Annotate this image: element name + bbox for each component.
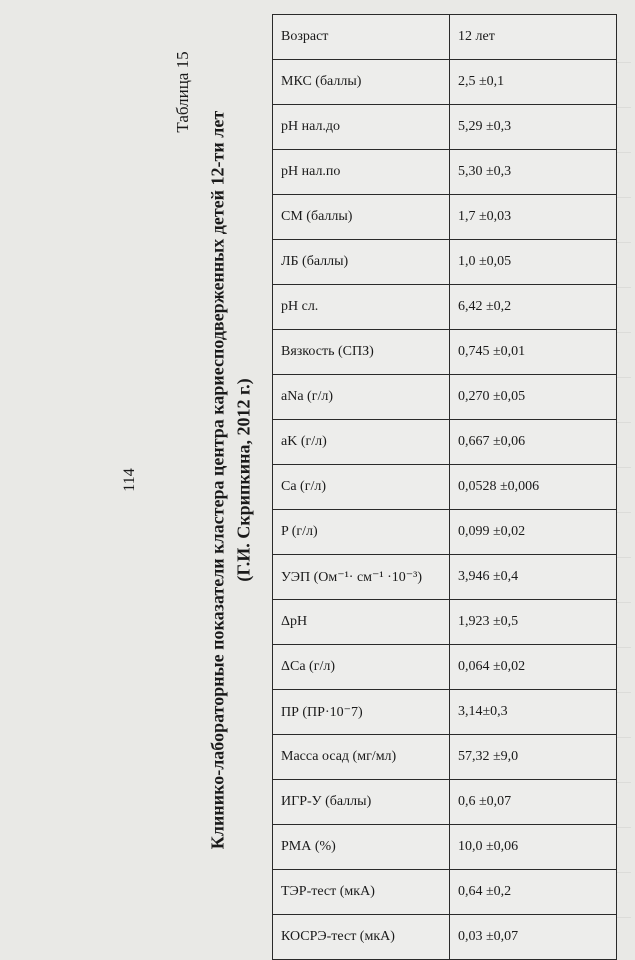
indicators-table xyxy=(272,14,617,960)
table-row xyxy=(273,735,617,780)
table-row xyxy=(273,375,617,420)
table-header-row xyxy=(273,15,617,60)
table-row xyxy=(273,60,617,105)
value-cell: 1,0 ±0,05 xyxy=(450,240,617,285)
value-cell: 0,099 ±0,02 xyxy=(450,510,617,555)
parameter-cell: pH сл. xyxy=(273,285,450,330)
table-row xyxy=(273,420,617,465)
parameter-cell: КОСРЭ-тест (мкА) xyxy=(273,915,450,960)
value-cell: 0,64 ±0,2 xyxy=(450,870,617,915)
value-cell: 57,32 ±9,0 xyxy=(450,735,617,780)
parameter-cell: Масса осад (мг/мл) xyxy=(273,735,450,780)
table-row xyxy=(273,105,617,150)
table-row xyxy=(273,645,617,690)
parameter-cell: ИГР-У (баллы) xyxy=(273,780,450,825)
value-cell: 0,064 ±0,02 xyxy=(450,645,617,690)
value-cell: 0,745 ±0,01 xyxy=(450,330,617,375)
table-row xyxy=(273,555,617,600)
table-row xyxy=(273,150,617,195)
table-row xyxy=(273,915,617,960)
parameter-cell: ПР (ПР·10⁻7) xyxy=(273,690,450,735)
value-cell: 10,0 ±0,06 xyxy=(450,825,617,870)
value-cell: 6,42 ±0,2 xyxy=(450,285,617,330)
parameter-cell: pH нал.по xyxy=(273,150,450,195)
parameter-cell: МКС (баллы) xyxy=(273,60,450,105)
table-label: Таблица 15 xyxy=(173,51,192,133)
page-number: 114 xyxy=(121,468,138,492)
value-cell: 5,29 ±0,3 xyxy=(450,105,617,150)
value-cell: 3,946 ±0,4 xyxy=(450,555,617,600)
value-cell: 1,923 ±0,5 xyxy=(450,600,617,645)
parameter-cell: ΔCa (г/л) xyxy=(273,645,450,690)
table-row xyxy=(273,780,617,825)
parameter-cell: УЭП (Ом⁻¹· см⁻¹ ·10⁻³) xyxy=(273,555,450,600)
value-cell: 3,14±0,3 xyxy=(450,690,617,735)
value-cell: 1,7 ±0,03 xyxy=(450,195,617,240)
parameter-cell: Ca (г/л) xyxy=(273,465,450,510)
parameter-cell: РМА (%) xyxy=(273,825,450,870)
parameter-cell: СМ (баллы) xyxy=(273,195,450,240)
table-title: Клинико-лабораторные показатели кластера центра кариесподверженных детей 12-ти лет xyxy=(207,110,228,850)
value-cell: 0,03 ±0,07 xyxy=(450,915,617,960)
parameter-cell: aK (г/л) xyxy=(273,420,450,465)
table-row xyxy=(273,195,617,240)
column-header-age: Возраст xyxy=(273,15,450,60)
value-cell: 0,270 ±0,05 xyxy=(450,375,617,420)
parameter-cell: ТЭР-тест (мкА) xyxy=(273,870,450,915)
parameter-cell: P (г/л) xyxy=(273,510,450,555)
value-cell: 2,5 ±0,1 xyxy=(450,60,617,105)
table-row xyxy=(273,870,617,915)
table-row xyxy=(273,240,617,285)
table-row xyxy=(273,285,617,330)
parameter-cell: ΔpH xyxy=(273,600,450,645)
value-cell: 0,667 ±0,06 xyxy=(450,420,617,465)
parameter-cell: pH нал.до xyxy=(273,105,450,150)
parameter-cell: ЛБ (баллы) xyxy=(273,240,450,285)
table-row xyxy=(273,690,617,735)
table-subtitle: (Г.И. Скрипкина, 2012 г.) xyxy=(233,378,254,582)
column-header-12-years: 12 лет xyxy=(450,15,617,60)
parameter-cell: Вязкость (СПЗ) xyxy=(273,330,450,375)
table-row xyxy=(273,825,617,870)
value-cell: 5,30 ±0,3 xyxy=(450,150,617,195)
table-row xyxy=(273,600,617,645)
table-row xyxy=(273,465,617,510)
table-row xyxy=(273,510,617,555)
value-cell: 0,0528 ±0,006 xyxy=(450,465,617,510)
parameter-cell: aNa (г/л) xyxy=(273,375,450,420)
table-row xyxy=(273,330,617,375)
value-cell: 0,6 ±0,07 xyxy=(450,780,617,825)
